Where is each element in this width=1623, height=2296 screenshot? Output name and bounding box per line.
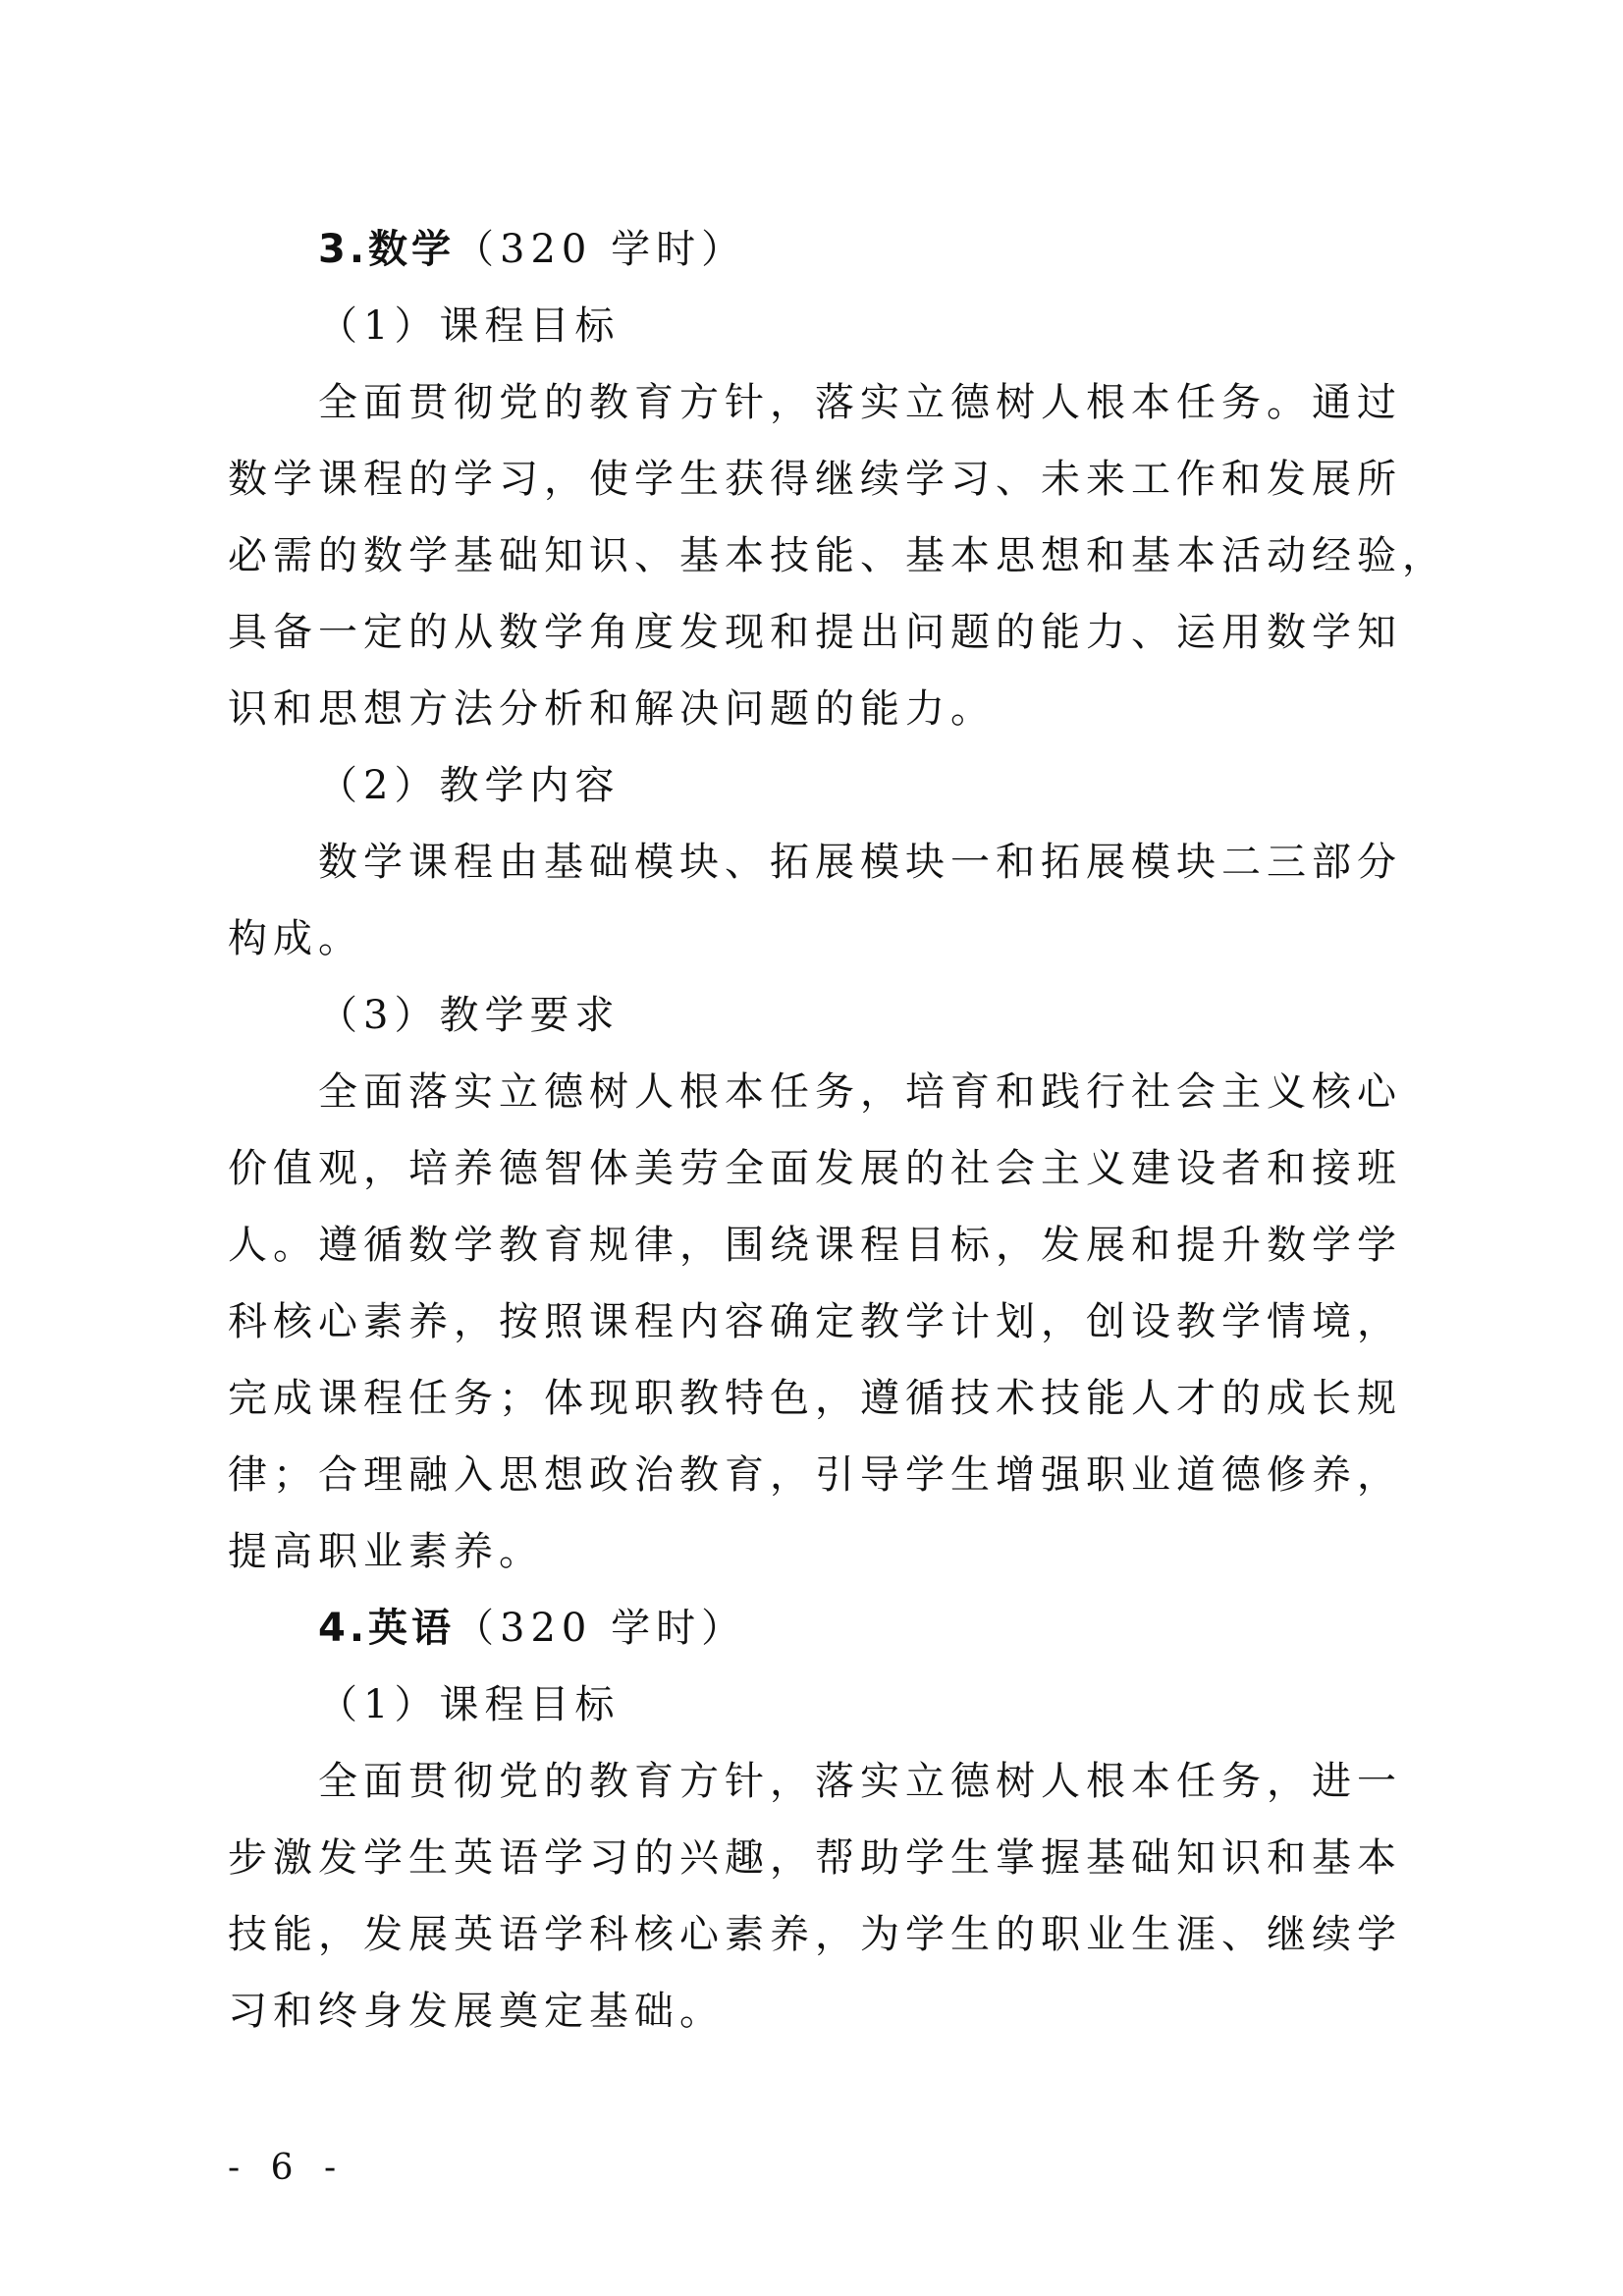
paragraph-line: 步激发学生英语学习的兴趣，帮助学生掌握基础知识和基本 bbox=[228, 1835, 1402, 1881]
page-number: - 6 - bbox=[228, 2148, 347, 2188]
page-content bbox=[228, 211, 1447, 2050]
paragraph-line: 全面贯彻党的教育方针，落实立德树人根本任务，进一 bbox=[318, 1759, 1402, 1804]
section-4-number: 4. bbox=[318, 1606, 369, 1651]
section-4-goal-heading: （1）课程目标 bbox=[318, 1682, 621, 1727]
paragraph-line: 律；合理融入思想政治教育，引导学生增强职业道德修养， bbox=[228, 1452, 1402, 1498]
paragraph-line: 全面贯彻党的教育方针，落实立德树人根本任务。通过 bbox=[318, 380, 1402, 425]
section-3-heading bbox=[228, 211, 1382, 288]
paragraph-line: 识和思想方法分析和解决问题的能力。 bbox=[228, 686, 996, 732]
paragraph-line: 全面落实立德树人根本任务，培育和践行社会主义核心 bbox=[318, 1069, 1402, 1115]
section-3-number: 3. bbox=[318, 227, 369, 272]
paragraph-line: 数学课程由基础模块、拓展模块一和拓展模块二三部分 bbox=[318, 840, 1402, 885]
section-3-requirements-heading: （3）教学要求 bbox=[318, 993, 621, 1038]
section-3-content-heading: （2）教学内容 bbox=[318, 763, 621, 808]
section-3-goal-heading: （1）课程目标 bbox=[318, 303, 621, 349]
paragraph-line: 习和终身发展奠定基础。 bbox=[228, 1989, 725, 2034]
paragraph-line: 具备一定的从数学角度发现和提出问题的能力、运用数学知 bbox=[228, 610, 1402, 655]
paragraph-line: 技能，发展英语学科核心素养，为学生的职业生涯、继续学 bbox=[228, 1912, 1402, 1957]
section-3-hours: （320 学时） bbox=[455, 227, 747, 272]
paragraph-line: 价值观，培养德智体美劳全面发展的社会主义建设者和接班 bbox=[228, 1146, 1402, 1191]
section-4-heading bbox=[228, 1590, 1382, 1667]
section-4-title: 英语 bbox=[368, 1606, 456, 1651]
paragraph-line: 人。遵循数学教育规律，围绕课程目标，发展和提升数学学 bbox=[228, 1223, 1402, 1268]
section-4-hours: （320 学时） bbox=[455, 1606, 747, 1651]
section-3-title: 数学 bbox=[368, 227, 456, 272]
paragraph-line: 构成。 bbox=[228, 916, 363, 961]
paragraph-line: 数学课程的学习，使学生获得继续学习、未来工作和发展所 bbox=[228, 457, 1402, 502]
paragraph-line: 完成课程任务；体现职教特色，遵循技术技能人才的成长规 bbox=[228, 1376, 1402, 1421]
paragraph-line: 科核心素养，按照课程内容确定教学计划，创设教学情境， bbox=[228, 1299, 1402, 1344]
paragraph-line: 必需的数学基础知识、基本技能、基本思想和基本活动经验， bbox=[228, 533, 1447, 578]
paragraph-line: 提高职业素养。 bbox=[228, 1529, 544, 1574]
